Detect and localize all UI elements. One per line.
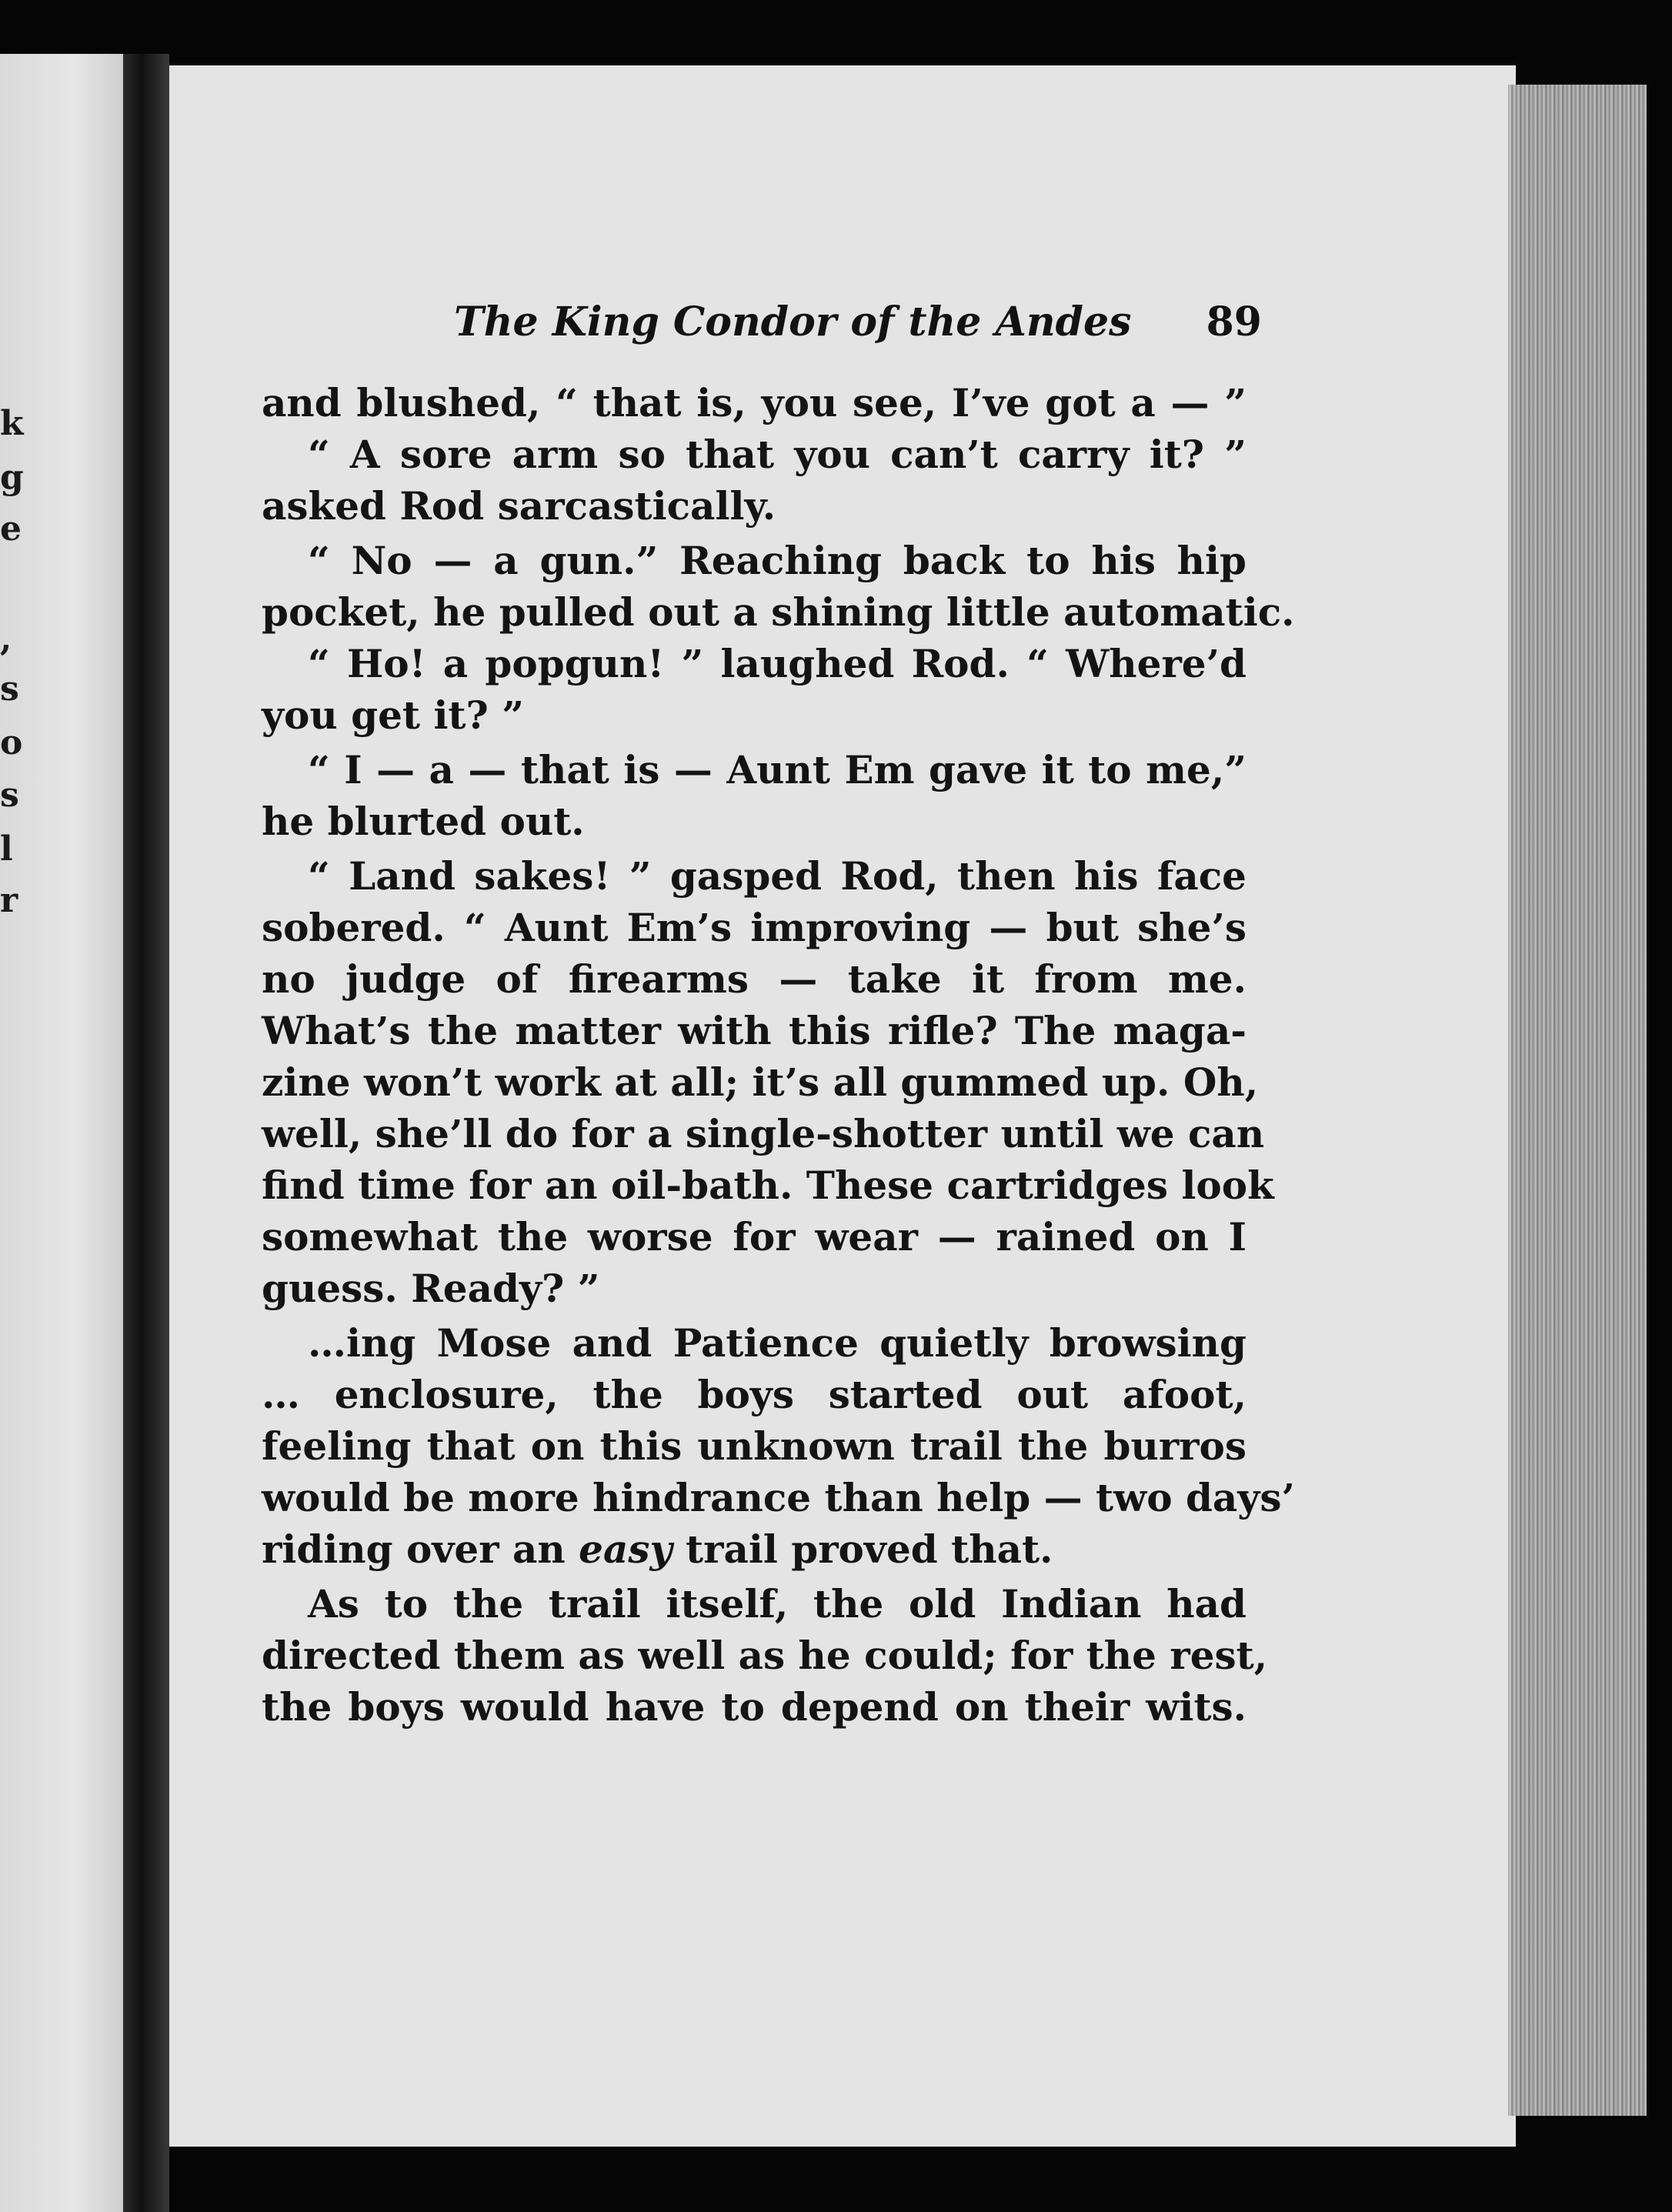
book-gutter bbox=[123, 54, 169, 2212]
page-number: 89 bbox=[1206, 299, 1262, 345]
text-line: the boys would have to depend on their wits. bbox=[262, 1684, 1246, 1730]
left-page-fragment: , bbox=[0, 619, 12, 659]
text-line: would be more hindrance than help — two days’ bbox=[262, 1475, 1295, 1520]
left-page-edge bbox=[0, 54, 123, 2212]
text-line: find time for an oil-bath. These cartridges look bbox=[262, 1163, 1274, 1208]
text-line: somewhat the worse for wear — rained on I bbox=[262, 1214, 1246, 1259]
left-page-fragment: s bbox=[0, 776, 19, 815]
text-segment: riding over an bbox=[262, 1526, 566, 1572]
text-line: sobered. “ Aunt Em’s improving — but she’s bbox=[262, 905, 1246, 950]
left-page-fragment: k bbox=[0, 404, 24, 443]
text-line: feeling that on this unknown trail the burros bbox=[262, 1423, 1246, 1469]
text-segment: trail proved that. bbox=[686, 1526, 1053, 1572]
left-page-fragment: l bbox=[0, 829, 13, 869]
page-body bbox=[262, 377, 1295, 1733]
text-line: “ A sore arm so that you can’t carry it? ” bbox=[308, 432, 1246, 477]
text-line: asked Rod sarcastically. bbox=[262, 483, 776, 529]
left-page-fragment: o bbox=[0, 723, 23, 762]
text-line: “ I — a — that is — Aunt Em gave it to me,” bbox=[308, 747, 1246, 792]
left-page-fragment: e bbox=[0, 509, 22, 549]
text-line: “ Land sakes! ” gasped Rod, then his face bbox=[308, 853, 1246, 899]
text-line: no judge of firearms — take it from me. bbox=[262, 956, 1246, 1002]
left-page-fragment: s bbox=[0, 669, 19, 709]
text-line: he blurted out. bbox=[262, 799, 585, 844]
page-edge-stack bbox=[1508, 85, 1647, 2116]
text-line: zine won’t work at all; it’s all gummed up. Oh, bbox=[262, 1059, 1259, 1105]
text-line: guess. Ready? ” bbox=[262, 1266, 600, 1311]
left-page-fragment: g bbox=[0, 458, 24, 497]
text-line: “ No — a gun.” Reaching back to his hip bbox=[308, 538, 1246, 583]
text-line: …ing Mose and Patience quietly browsing bbox=[308, 1320, 1246, 1366]
text-line: pocket, he pulled out a shining little automatic. bbox=[262, 589, 1295, 635]
text-line: you get it? ” bbox=[262, 692, 524, 738]
running-title: The King Condor of the Andes bbox=[454, 299, 1132, 345]
left-page-fragment: r bbox=[0, 881, 18, 920]
text-line: As to the trail itself, the old Indian had bbox=[308, 1581, 1246, 1626]
text-line: “ Ho! a popgun! ” laughed Rod. “ Where’d bbox=[308, 641, 1246, 686]
text-line bbox=[262, 1523, 1246, 1575]
running-header bbox=[454, 299, 1262, 360]
text-line: well, she’ll do for a single-shotter until we can bbox=[262, 1111, 1265, 1156]
emphasized-word: easy bbox=[579, 1526, 672, 1572]
text-line: … enclosure, the boys started out afoot, bbox=[262, 1372, 1246, 1417]
text-line: directed them as well as he could; for the rest, bbox=[262, 1633, 1268, 1678]
text-line: and blushed, “ that is, you see, I’ve got a — ” bbox=[262, 380, 1246, 425]
text-line: What’s the matter with this rifle? The maga- bbox=[262, 1008, 1246, 1053]
